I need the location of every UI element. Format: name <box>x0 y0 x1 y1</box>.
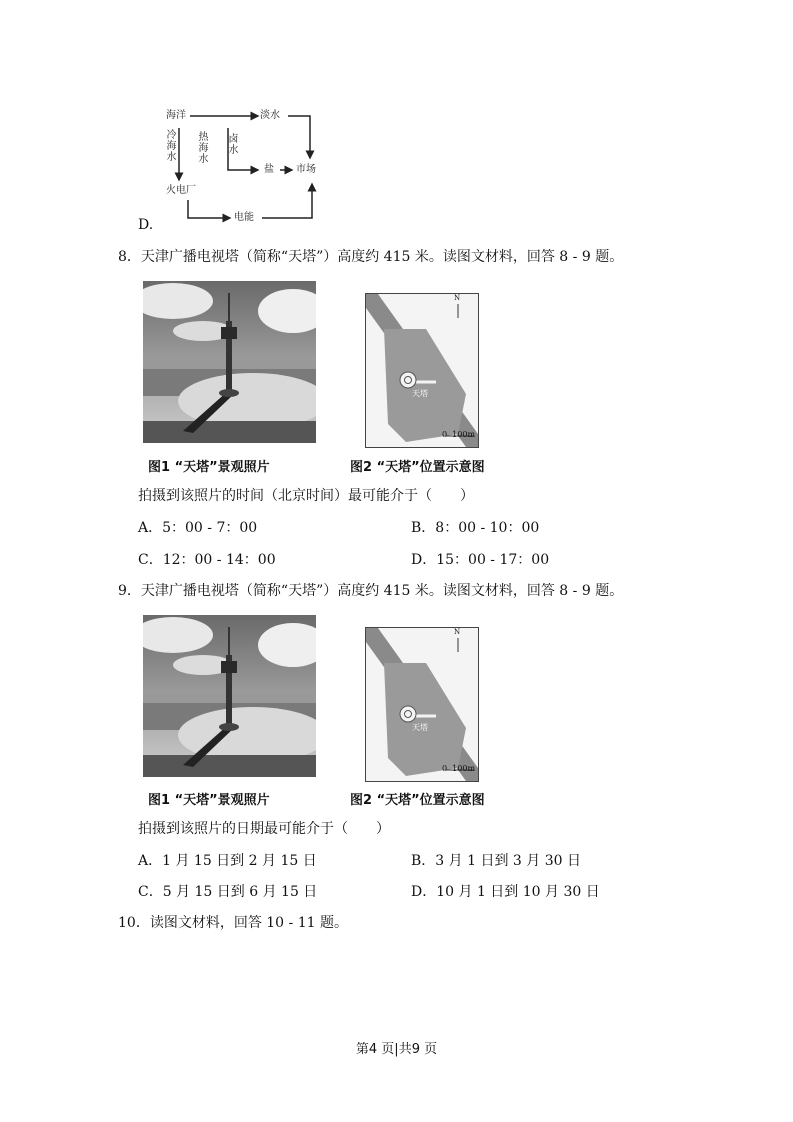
scale-label: 0 100m <box>442 430 476 439</box>
option-d[interactable]: D．10 月 1 日到 10 月 30 日 <box>411 884 600 900</box>
fig1-caption: 图1 “天塔”景观照片 <box>148 793 270 808</box>
ocean-label: 海洋 <box>166 110 186 121</box>
question-text: 拍摄到该照片的时间（北京时间）最可能介于（ ） <box>138 488 474 504</box>
question-text: 拍摄到该照片的日期最可能介于（ ） <box>138 821 390 837</box>
tower-photo-image <box>143 615 316 777</box>
flow-arrows <box>160 100 340 225</box>
question-10-stem: 10．读图文材料，回答 10 - 11 题。 <box>118 915 348 931</box>
power-plant-label: 火电厂 <box>166 185 196 196</box>
north-label: N <box>454 628 461 636</box>
option-b[interactable]: B．8：00 - 10：00 <box>411 520 540 536</box>
tower-photo <box>143 615 316 777</box>
option-c[interactable]: C．12：00 - 14：00 <box>138 552 276 568</box>
cold-water-label: 冷海水 <box>166 130 177 163</box>
fig2-caption: 图2 “天塔”位置示意图 <box>350 793 485 808</box>
flow-diagram <box>160 100 340 225</box>
scale-label: 0 100m <box>442 764 476 773</box>
fresh-water-label: 淡水 <box>260 110 280 121</box>
question-stem: 9．天津广播电视塔（简称“天塔”）高度约 415 米。读图文材料，回答 8 - 9 题。 <box>118 583 624 599</box>
location-map <box>365 627 479 782</box>
location-map <box>365 293 479 448</box>
tower-map-label: 天塔 <box>412 723 428 732</box>
option-d-label: D. <box>138 217 154 233</box>
hot-water-label: 热海水 <box>198 132 209 165</box>
location-map-image <box>366 294 478 447</box>
north-label: N <box>454 294 461 302</box>
page-footer: 第4 页|共9 页 <box>355 1042 438 1057</box>
tower-photo-image <box>143 281 316 443</box>
brine-label: 卤水 <box>228 134 239 156</box>
electricity-label: 电能 <box>234 212 254 223</box>
option-b[interactable]: B．3 月 1 日到 3 月 30 日 <box>411 853 581 869</box>
option-c[interactable]: C．5 月 15 日到 6 月 15 日 <box>138 884 318 900</box>
market-label: 市场 <box>296 164 316 175</box>
question-stem: 8．天津广播电视塔（简称“天塔”）高度约 415 米。读图文材料，回答 8 - 9 题。 <box>118 249 624 265</box>
location-map-image <box>366 628 478 781</box>
option-d[interactable]: D．15：00 - 17：00 <box>411 552 550 568</box>
fig2-caption: 图2 “天塔”位置示意图 <box>350 460 485 475</box>
option-a[interactable]: A．5：00 - 7：00 <box>138 520 258 536</box>
tower-photo <box>143 281 316 443</box>
salt-label: 盐 <box>264 164 274 175</box>
option-a[interactable]: A．1 月 15 日到 2 月 15 日 <box>138 853 317 869</box>
tower-map-label: 天塔 <box>412 389 428 398</box>
fig1-caption: 图1 “天塔”景观照片 <box>148 460 270 475</box>
